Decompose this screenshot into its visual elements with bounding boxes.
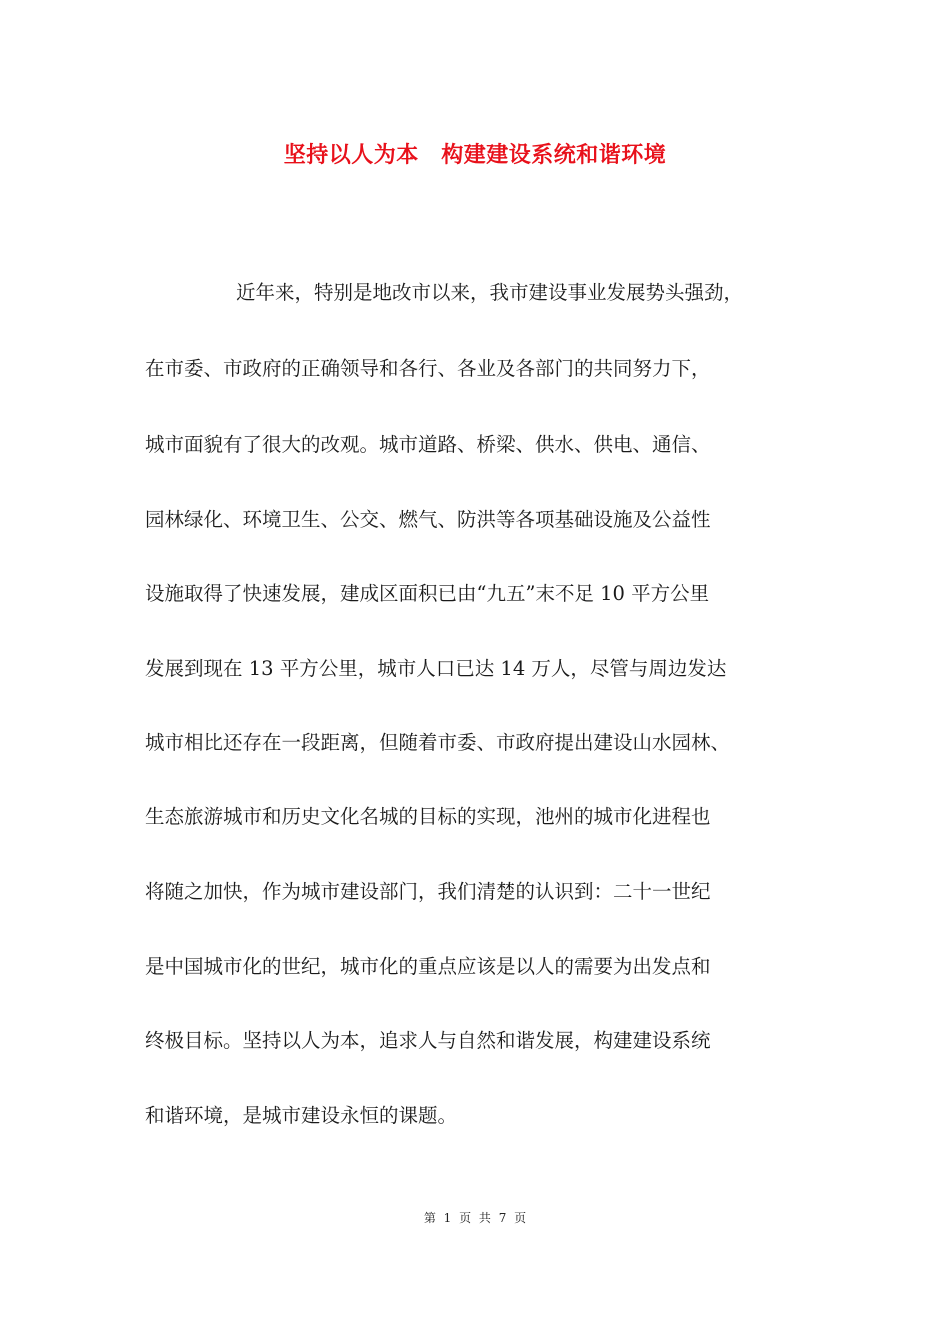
paragraph-line: 近年来，特别是地改市以来，我市建设事业发展势头强劲， — [236, 281, 744, 304]
paragraph-line: 城市面貌有了很大的改观。城市道路、桥梁、供水、供电、通信、 — [145, 433, 711, 456]
page-number-footer: 第 1 页 共 7 页 — [423, 1211, 527, 1225]
paragraph-line: 生态旅游城市和历史文化名城的目标的实现，池州的城市化进程也 — [145, 805, 711, 828]
paragraph-line: 和谐环境，是城市建设永恒的课题。 — [145, 1104, 458, 1127]
paragraph-line: 发展到现在 13 平方公里，城市人口已达 14 万人，尽管与周边发达 — [145, 657, 727, 680]
document-title: 坚持以人为本 构建建设系统和谐环境 — [283, 143, 667, 168]
paragraph-line: 终极目标。坚持以人为本，追求人与自然和谐发展，构建建设系统 — [145, 1029, 711, 1052]
paragraph-line: 设施取得了快速发展，建成区面积已由“九五”末不足 10 平方公里 — [145, 582, 710, 605]
paragraph-line: 将随之加快，作为城市建设部门，我们清楚的认识到：二十一世纪 — [145, 880, 711, 903]
paragraph-line: 城市相比还存在一段距离，但随着市委、市政府提出建设山水园林、 — [145, 731, 731, 754]
paragraph-line: 是中国城市化的世纪，城市化的重点应该是以人的需要为出发点和 — [145, 955, 711, 978]
paragraph-line: 在市委、市政府的正确领导和各行、各业及各部门的共同努力下， — [145, 357, 711, 380]
paragraph-line: 园林绿化、环境卫生、公交、燃气、防洪等各项基础设施及公益性 — [145, 508, 711, 531]
